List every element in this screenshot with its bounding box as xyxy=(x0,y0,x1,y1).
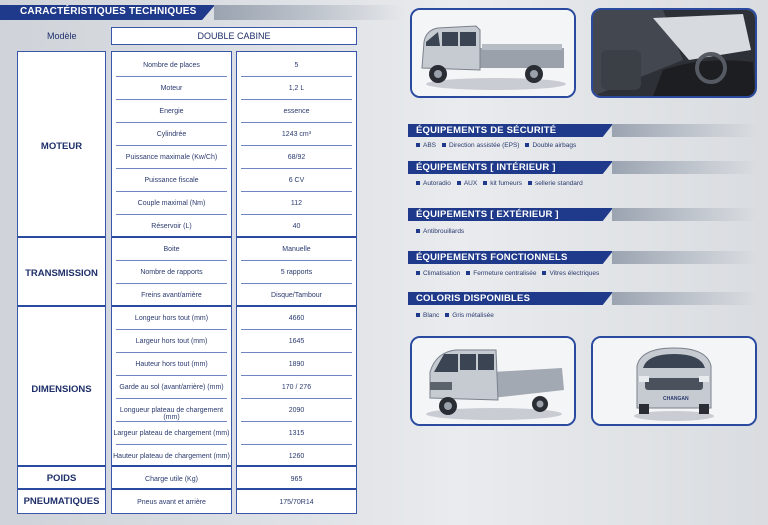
row-divider xyxy=(116,421,227,422)
section-divider xyxy=(237,305,356,307)
section-title-coloris: COLORIS DISPONIBLES xyxy=(416,293,531,304)
spec-value: 1645 xyxy=(288,338,305,345)
item: ABS xyxy=(416,142,436,149)
section-bar-fade xyxy=(612,208,757,221)
category-separator xyxy=(18,488,105,490)
spec-label: Cylindrée xyxy=(156,131,187,138)
row-divider xyxy=(241,76,352,77)
row-divider xyxy=(116,76,227,77)
spec-label: Couple maximal (Nm) xyxy=(137,200,206,207)
spec-value: 1890 xyxy=(288,361,305,368)
spec-value: 170 / 276 xyxy=(281,384,312,391)
spec-label-column xyxy=(111,51,232,514)
section-bar-fade xyxy=(612,124,757,137)
item: Fermeture centralisée xyxy=(466,270,536,277)
spec-value: 2090 xyxy=(288,407,305,414)
spec-value: Disque/Tambour xyxy=(271,292,322,299)
row-divider xyxy=(116,168,227,169)
section-items-coloris xyxy=(416,312,500,319)
category-column xyxy=(17,51,106,514)
spec-label: Garde au sol (avant/arrière) (mm) xyxy=(119,384,224,391)
spec-value: 1315 xyxy=(288,430,305,437)
spec-label: Nombre de places xyxy=(143,62,200,69)
category-poids: POIDS xyxy=(46,473,77,484)
item: Vitres électriques xyxy=(542,270,599,277)
spec-value: 40 xyxy=(292,223,301,230)
category-transmission: TRANSMISSION xyxy=(25,268,98,279)
section-divider xyxy=(112,236,231,238)
spec-label: Largeur hors tout (mm) xyxy=(135,338,208,345)
section-title-interieur: ÉQUIPEMENTS [ INTÉRIEUR ] xyxy=(416,162,556,173)
spec-value: 5 rapports xyxy=(280,269,313,276)
item: Autoradio xyxy=(416,180,451,187)
section-divider xyxy=(237,236,356,238)
spec-value: 175/70R14 xyxy=(279,499,314,506)
row-divider xyxy=(241,99,352,100)
section-divider xyxy=(237,488,356,490)
spec-label: Réservoir (L) xyxy=(151,223,192,230)
truck-side-illustration xyxy=(412,10,574,96)
spec-label: Longeur hors tout (mm) xyxy=(134,315,209,322)
section-items-exterieur xyxy=(416,228,470,235)
interior-photo xyxy=(591,8,757,98)
row-divider xyxy=(116,329,227,330)
model-value: DOUBLE CABINE xyxy=(111,27,357,45)
row-divider xyxy=(116,283,227,284)
category-moteur: MOTEUR xyxy=(40,141,83,152)
section-title-exterieur: ÉQUIPEMENTS [ EXTÉRIEUR ] xyxy=(416,209,559,220)
row-divider xyxy=(116,145,227,146)
header-bar-fade xyxy=(214,5,404,20)
row-divider xyxy=(116,352,227,353)
row-divider xyxy=(241,214,352,215)
category-pneumatiques: PNEUMATIQUES xyxy=(23,496,100,507)
row-divider xyxy=(241,168,352,169)
truck-front-photo xyxy=(591,336,757,426)
spec-value: 112 xyxy=(290,200,303,207)
row-divider xyxy=(241,260,352,261)
spec-value: Manuelle xyxy=(282,246,311,253)
truck-three-quarter-illustration xyxy=(412,338,574,424)
row-divider xyxy=(116,375,227,376)
interior-illustration xyxy=(593,10,755,96)
truck-front-illustration xyxy=(593,338,755,424)
front-badge: CHANGAN xyxy=(663,396,689,402)
category-separator xyxy=(18,305,105,307)
spec-value: 1,2 L xyxy=(288,85,305,92)
row-divider xyxy=(116,191,227,192)
spec-label: Hauteur plateau de chargement (mm) xyxy=(113,453,230,460)
row-divider xyxy=(241,421,352,422)
row-divider xyxy=(241,398,352,399)
section-title-securite: ÉQUIPEMENTS DE SÉCURITÉ xyxy=(416,125,557,136)
row-divider xyxy=(241,122,352,123)
model-label: Modèle xyxy=(47,31,77,41)
spec-label: Moteur xyxy=(160,85,183,92)
truck-side-photo xyxy=(410,8,576,98)
spec-value: essence xyxy=(283,108,310,115)
row-divider xyxy=(116,260,227,261)
row-divider xyxy=(116,398,227,399)
section-bar-fade xyxy=(612,251,757,264)
item: Blanc xyxy=(416,312,439,319)
spec-label: Puissance fiscale xyxy=(144,177,199,184)
spec-value: 965 xyxy=(290,476,303,483)
row-divider xyxy=(241,375,352,376)
row-divider xyxy=(241,352,352,353)
item: Gris métalisée xyxy=(445,312,494,319)
section-divider xyxy=(112,305,231,307)
row-divider xyxy=(116,214,227,215)
section-items-interieur xyxy=(416,180,589,187)
item: Direction assistée (EPS) xyxy=(442,142,519,149)
category-separator xyxy=(18,465,105,467)
spec-label: Hauteur hors tout (mm) xyxy=(135,361,208,368)
section-items-securite xyxy=(416,142,582,149)
section-bar-fade xyxy=(612,161,757,174)
spec-value: 1260 xyxy=(288,453,305,460)
spec-label: Pneus avant et arrière xyxy=(137,499,206,506)
spec-label: Freins avant/arrière xyxy=(141,292,202,299)
page-title: CARACTÉRISTIQUES TECHNIQUES xyxy=(20,6,197,17)
spec-label: Largeur plateau de chargement (mm) xyxy=(113,430,230,437)
row-divider xyxy=(116,444,227,445)
item: Climatisation xyxy=(416,270,460,277)
section-divider xyxy=(112,465,231,467)
section-title-fonctionnels: ÉQUIPEMENTS FONCTIONNELS xyxy=(416,252,568,263)
row-divider xyxy=(241,444,352,445)
spec-label: Charge utile (Kg) xyxy=(145,476,198,483)
row-divider xyxy=(116,99,227,100)
item: Double airbags xyxy=(525,142,576,149)
row-divider xyxy=(241,283,352,284)
spec-label: Longueur plateau de chargement (mm) xyxy=(119,407,224,421)
category-separator xyxy=(18,236,105,238)
section-bar-fade xyxy=(612,292,757,305)
row-divider xyxy=(241,191,352,192)
category-dimensions: DIMENSIONS xyxy=(31,384,92,395)
spec-value: 5 xyxy=(294,62,299,69)
item: AUX xyxy=(457,180,477,187)
row-divider xyxy=(241,329,352,330)
item: kit fumeurs xyxy=(483,180,522,187)
item: sellerie standard xyxy=(528,180,583,187)
row-divider xyxy=(241,145,352,146)
row-divider xyxy=(116,122,227,123)
spec-value: 1243 cm³ xyxy=(281,131,312,138)
section-items-fonctionnels xyxy=(416,270,605,277)
item: Antibrouillards xyxy=(416,228,464,235)
spec-label: Nombre de rapports xyxy=(140,269,203,276)
spec-label: Boite xyxy=(163,246,180,253)
truck-three-quarter-photo xyxy=(410,336,576,426)
spec-value: 68/92 xyxy=(287,154,306,161)
spec-label: Puissance maximale (Kw/Ch) xyxy=(125,154,218,161)
spec-value-column xyxy=(236,51,357,514)
section-divider xyxy=(112,488,231,490)
spec-label: Energie xyxy=(159,108,184,115)
spec-value: 4660 xyxy=(288,315,305,322)
section-divider xyxy=(237,465,356,467)
spec-value: 6 CV xyxy=(288,177,305,184)
